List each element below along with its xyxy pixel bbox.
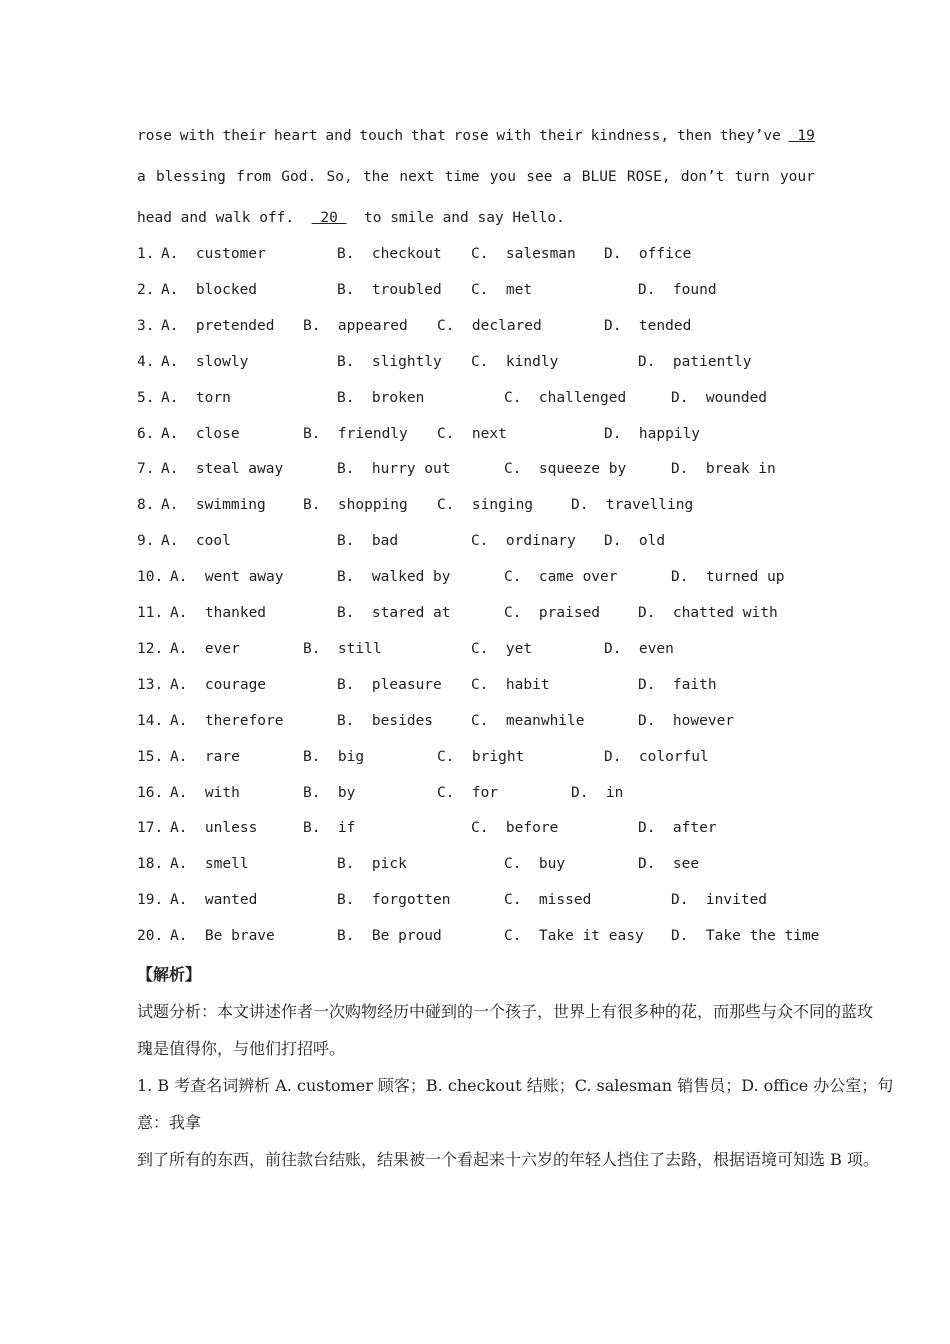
passage-word: with (179, 128, 215, 144)
option-a: A. Be brave (170, 928, 275, 945)
passage-line-1 (137, 128, 815, 144)
option-a: A. went away (170, 569, 284, 586)
question-number: 6. (137, 425, 155, 442)
option-a: A. with (170, 784, 240, 801)
passage-word: don’t (680, 169, 725, 185)
passage-word: the (362, 169, 390, 185)
option-b: B. besides (337, 712, 434, 729)
question-number: 14. (137, 712, 164, 729)
passage-word: that (410, 128, 446, 144)
option-c: C. habit (471, 676, 550, 693)
option-a: A. blocked (161, 281, 258, 298)
option-b: B. broken (337, 389, 425, 406)
passage-word: rose (137, 128, 172, 144)
option-c: C. ordinary (471, 533, 576, 550)
passage-text: to smile and say Hello. (364, 210, 565, 226)
option-c: C. next (437, 425, 507, 442)
option-d: D. found (638, 281, 717, 298)
option-b: B. by (303, 784, 356, 801)
option-b: B. checkout (337, 246, 442, 262)
option-c: C. singing (437, 497, 534, 514)
passage-word: BLUE (581, 169, 617, 185)
option-c: C. came over (504, 569, 618, 586)
option-c: C. before (471, 820, 559, 837)
passage-word: you (489, 169, 516, 185)
passage-word: touch (359, 128, 404, 144)
option-a: A. rare (170, 748, 240, 765)
question-number: 18. (137, 856, 164, 873)
analysis-heading: 【解析】 (137, 965, 202, 984)
option-c: C. buy (504, 856, 566, 873)
question-number: 4. (137, 353, 155, 370)
option-b: B. stared at (337, 605, 451, 621)
question-number: 11. (137, 605, 164, 621)
question-number: 20. (137, 928, 164, 945)
passage-line-2 (137, 169, 815, 185)
passage-word: rose (453, 128, 489, 144)
passage-word: God. (281, 169, 317, 185)
option-d: D. even (604, 640, 674, 657)
passage-word: their (539, 128, 583, 144)
option-c: C. challenged (504, 389, 627, 406)
passage-word: next (399, 169, 435, 185)
passage-word: then (676, 128, 712, 144)
option-a: A. smell (170, 856, 249, 873)
question-number: 13. (137, 676, 164, 693)
option-c: C. missed (504, 892, 592, 909)
passage-word: a (137, 169, 146, 185)
passage-word: So, (326, 169, 353, 185)
option-a: A. cool (161, 533, 231, 550)
option-b: B. bad (337, 533, 399, 550)
question-number: 19. (137, 892, 164, 909)
option-b: B. walked by (337, 569, 451, 586)
option-d: D. in (571, 784, 624, 801)
passage-word: and (325, 128, 352, 144)
question-number: 12. (137, 640, 164, 657)
option-b: B. appeared (303, 317, 408, 334)
option-a: A. close (161, 425, 240, 442)
option-a: A. courage (170, 676, 267, 693)
passage-word: from (236, 169, 272, 185)
passage-word: heart (273, 128, 318, 144)
option-c: C. declared (437, 317, 542, 334)
passage-word: your (779, 169, 815, 185)
option-a: A. steal away (161, 461, 284, 478)
answer-blank-20: 20 (311, 210, 347, 226)
option-b: B. if (303, 820, 356, 837)
option-a: A. torn (161, 389, 231, 406)
passage-word: with (496, 128, 532, 144)
option-d: D. turned up (671, 569, 785, 586)
passage-word: a (562, 169, 572, 185)
option-d: D. after (638, 820, 717, 837)
passage-word: ROSE, (626, 169, 671, 185)
option-a: A. wanted (170, 892, 258, 909)
option-c: C. meanwhile (471, 712, 585, 729)
question-number: 7. (137, 461, 155, 478)
option-b: B. friendly (303, 425, 408, 442)
option-c: C. salesman (471, 246, 576, 262)
option-d: D. wounded (671, 389, 768, 406)
question-number: 9. (137, 533, 155, 550)
passage-word: kindness, (590, 128, 670, 144)
option-c: C. for (437, 784, 499, 801)
option-d: D. colorful (604, 748, 709, 765)
option-d: D. break in (671, 461, 776, 478)
question-number: 15. (137, 748, 164, 765)
question-number: 2. (137, 281, 155, 298)
option-c: C. praised (504, 605, 601, 621)
option-d: D. patiently (638, 353, 752, 370)
option-d: D. Take the time (671, 928, 820, 945)
passage-word: turn (734, 169, 770, 185)
option-b: B. troubled (337, 281, 442, 298)
option-b: B. slightly (337, 353, 442, 370)
option-c: C. kindly (471, 353, 559, 370)
option-b: B. shopping (303, 497, 408, 514)
passage-word: see (526, 169, 553, 185)
question-number: 17. (137, 820, 164, 837)
passage-line-3 (137, 210, 565, 226)
answer-blank-19: 19 (788, 128, 815, 144)
analysis-summary (137, 993, 907, 1067)
option-d: D. however (638, 712, 735, 729)
option-a: A. customer (161, 246, 266, 262)
passage-word: blessing (156, 169, 226, 185)
passage-word: time (444, 169, 480, 185)
analysis-summary-line: 瑰是值得你，与他们打招呼。 (137, 1039, 346, 1058)
question-number: 8. (137, 497, 155, 514)
option-a: A. therefore (170, 712, 284, 729)
option-a: A. swimming (161, 497, 266, 514)
option-b: B. pick (337, 856, 407, 873)
option-d: D. faith (638, 676, 717, 693)
question-number: 3. (137, 317, 155, 334)
option-c: C. bright (437, 748, 525, 765)
option-d: D. office (604, 246, 692, 262)
answer-explanation-1 (137, 1067, 907, 1178)
question-number: 5. (137, 389, 155, 406)
analysis-summary-line: 试题分析：本文讲述作者一次购物经历中碰到的一个孩子，世界上有很多种的花，而那些与众不同的蓝玫 (137, 1002, 874, 1021)
option-d: D. invited (671, 892, 768, 909)
option-d: D. tended (604, 317, 692, 334)
passage-word: they’ve (719, 128, 781, 144)
option-b: B. big (303, 748, 365, 765)
option-d: D. see (638, 856, 700, 873)
passage-word: their (222, 128, 267, 144)
option-a: A. ever (170, 640, 240, 657)
option-d: D. chatted with (638, 605, 778, 621)
option-c: C. squeeze by (504, 461, 627, 478)
option-d: D. happily (604, 425, 701, 442)
option-a: A. slowly (161, 353, 249, 370)
question-number: 16. (137, 784, 164, 801)
option-a: A. pretended (161, 317, 275, 334)
option-d: D. travelling (571, 497, 694, 514)
answer-explanation-line: 1. B 考查名词辨析 A. customer 顾客；B. checkout 结账；C. salesman 销售员；D. office 办公室；句意：我拿 (137, 1076, 894, 1132)
option-c: C. Take it easy (504, 928, 644, 945)
answer-explanation-line: 到了所有的东西，前往款台结账，结果被一个看起来十六岁的年轻人挡住了去路，根据语境可知选 B 项。 (137, 1150, 879, 1169)
option-a: A. unless (170, 820, 258, 837)
passage-text: head and walk off. (137, 210, 295, 226)
option-b: B. forgotten (337, 892, 451, 909)
option-b: B. still (303, 640, 382, 657)
option-a: A. thanked (170, 605, 267, 621)
option-b: B. Be proud (337, 928, 442, 945)
option-d: D. old (604, 533, 666, 550)
option-b: B. pleasure (337, 676, 442, 693)
option-b: B. hurry out (337, 461, 451, 478)
option-c: C. yet (471, 640, 533, 657)
question-number: 10. (137, 569, 164, 586)
question-number: 1. (137, 246, 155, 262)
option-c: C. met (471, 281, 533, 298)
